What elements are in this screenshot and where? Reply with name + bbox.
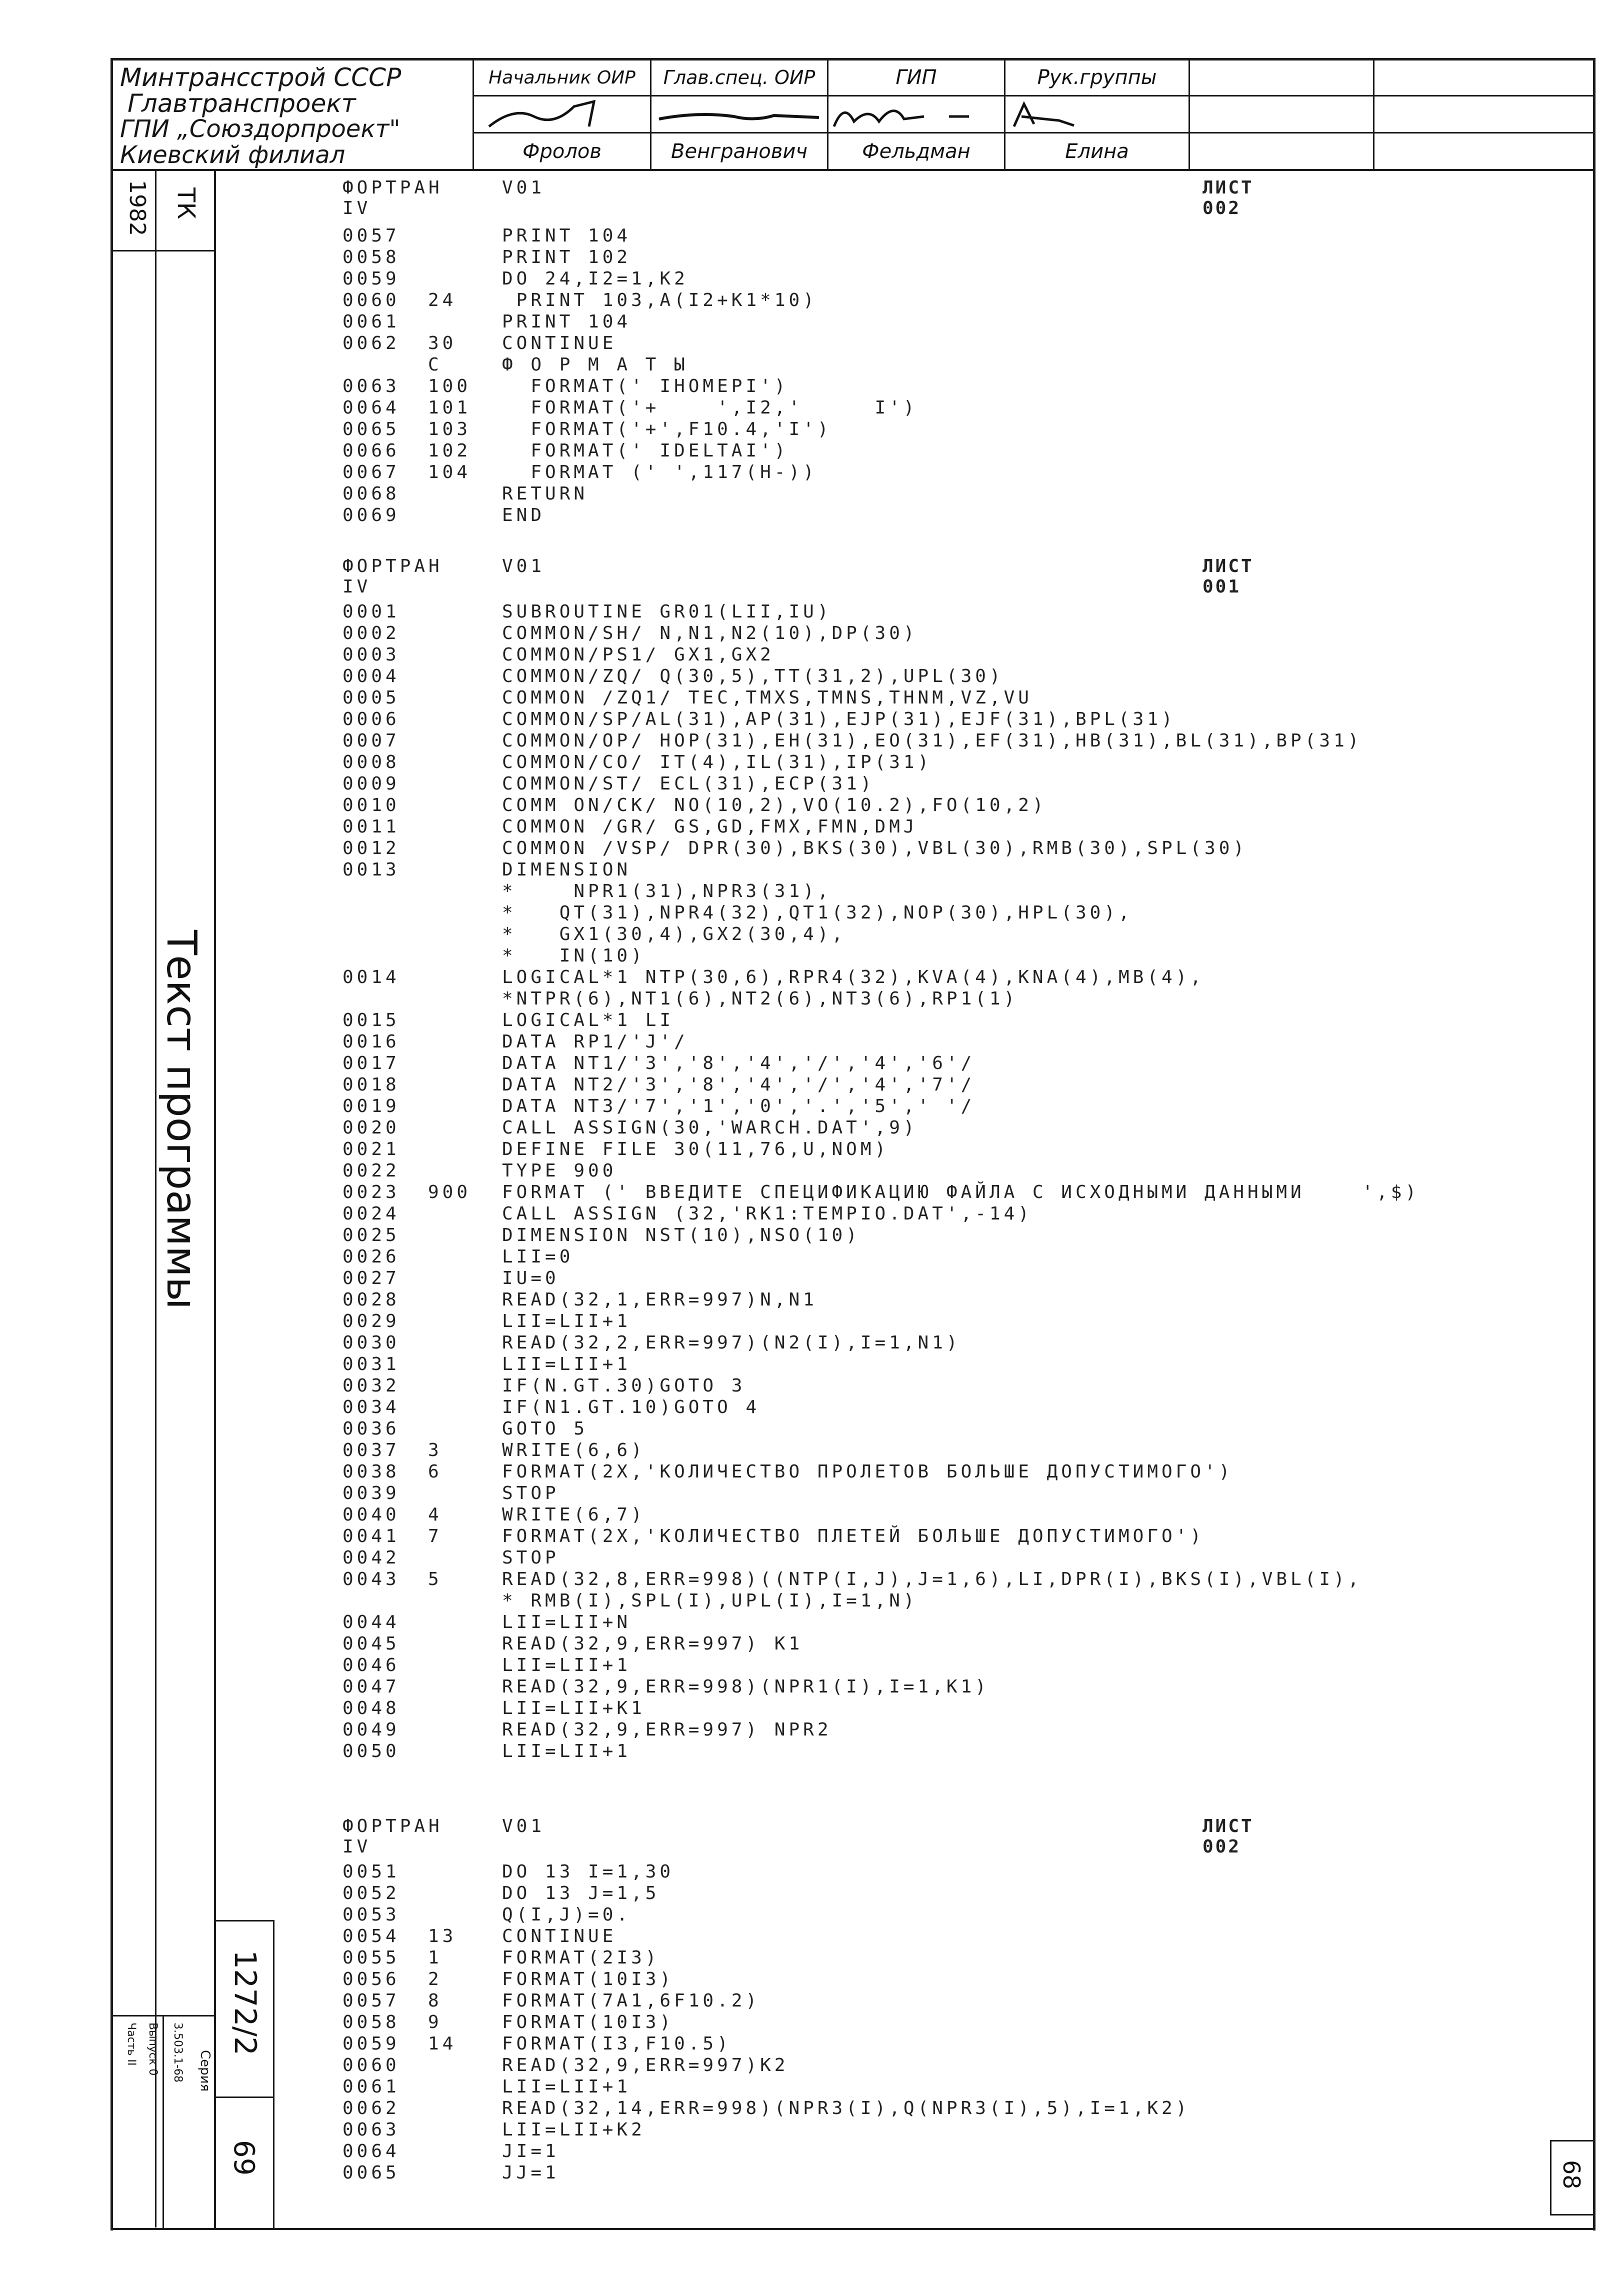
statement-code: LOGICAL*1 NTP(30,6),RPR4(32),KVA(4),KNA(4),MB(4),: [502, 967, 1205, 988]
statement-code: *NTPR(6),NT1(6),NT2(6),NT3(6),RP1(1): [502, 988, 1018, 1009]
statement-code: END: [502, 505, 546, 526]
statement-code: COMMON /ZQ1/ TEC,TMXS,TMNS,THNM,VZ,VU: [502, 688, 1032, 708]
listing-language: ФОРТРАН IV: [342, 1816, 443, 1857]
statement-code: FORMAT (' ',117(H-)): [502, 462, 818, 482]
statement-label: 8: [428, 1990, 442, 2011]
statement-label: 30: [428, 333, 457, 354]
line-number: 0063: [342, 376, 400, 396]
name-cell: Фельдман: [862, 140, 970, 163]
line-number: 0058: [342, 247, 400, 268]
statement-code: IF(N.GT.30)GOTO 3: [502, 1376, 746, 1396]
line-number: 0011: [342, 816, 400, 837]
line-number: 0057: [342, 1990, 400, 2011]
frame-bottom: [110, 2228, 1596, 2230]
statement-label: 102: [428, 440, 472, 461]
signature-4: [1014, 104, 1074, 126]
line-number: 0016: [342, 1032, 400, 1052]
statement-code: * NPR1(31),NPR3(31),: [502, 881, 832, 902]
signature-2: [659, 114, 819, 119]
line-number: 0061: [342, 312, 400, 332]
statement-code: * RMB(I),SPL(I),UPL(I),I=1,N): [502, 1590, 918, 1611]
line-number: 0056: [342, 1969, 400, 1990]
statement-code: DATA NT1/'3','8','4','/','4','6'/: [502, 1053, 976, 1074]
line-number: 0066: [342, 440, 400, 461]
line-number: 0047: [342, 1676, 400, 1697]
org-line: Киевский филиал: [120, 141, 346, 169]
line-number: 0001: [342, 602, 400, 622]
listing-language: ФОРТРАН IV: [342, 556, 443, 597]
statement-code: IF(N1.GT.10)GOTO 4: [502, 1397, 760, 1418]
statement-code: FORMAT(7A1,6F10.2): [502, 1990, 760, 2011]
line-number: 0013: [342, 860, 400, 880]
line-number: 0014: [342, 967, 400, 988]
role-cell: ГИП: [896, 66, 937, 89]
line-number: 0059: [342, 2034, 400, 2054]
statement-code: * IN(10): [502, 946, 646, 966]
statement-code: READ(32,14,ERR=998)(NPR3(I),Q(NPR3(I),5),I=1,K2): [502, 2098, 1190, 2118]
statement-code: STOP: [502, 1483, 560, 1504]
line-number: 0058: [342, 2012, 400, 2032]
line-number: 0049: [342, 1720, 400, 1740]
statement-label: 1: [428, 1948, 442, 1968]
statement-code: CALL ASSIGN(30,'WARCH.DAT',9): [502, 1118, 918, 1138]
statement-code: WRITE(6,7): [502, 1504, 646, 1525]
line-number: 0040: [342, 1504, 400, 1525]
line-number: 0009: [342, 774, 400, 794]
statement-code: READ(32,9,ERR=998)(NPR1(I),I=1,K1): [502, 1676, 990, 1697]
docnum-box-top: [214, 1920, 274, 1922]
line-number: 0038: [342, 1462, 400, 1482]
statement-code: WRITE(6,6): [502, 1440, 646, 1460]
line-number: 0042: [342, 1548, 400, 1568]
line-number: 0060: [342, 290, 400, 310]
left-page-number: 69: [228, 2140, 260, 2176]
statement-code: DO 13 I=1,30: [502, 1862, 674, 1882]
code-label: ТК: [172, 188, 200, 220]
statement-code: READ(32,9,ERR=997) K1: [502, 1634, 804, 1654]
frame-right: [1593, 58, 1596, 2230]
role-cell: Начальник ОИР: [488, 67, 636, 88]
statement-code: LII=LII+K1: [502, 1698, 646, 1718]
statement-code: STOP: [502, 1548, 560, 1568]
statement-label: 104: [428, 462, 472, 482]
line-number: 0065: [342, 2162, 400, 2183]
statement-code: SUBROUTINE GR01(LII,IU): [502, 602, 832, 622]
right-page-number: 68: [1558, 2160, 1585, 2190]
statement-code: LII=LII+1: [502, 2076, 632, 2097]
line-number: 0046: [342, 1655, 400, 1676]
line-number: 0004: [342, 666, 400, 686]
statement-label: 5: [428, 1569, 442, 1590]
statement-code: PRINT 102: [502, 247, 632, 268]
line-number: 0050: [342, 1741, 400, 1762]
line-number: 0024: [342, 1204, 400, 1224]
line-number: 0039: [342, 1483, 400, 1504]
statement-code: COMMON /VSP/ DPR(30),BKS(30),VBL(30),RMB(30),SPL(30): [502, 838, 1248, 858]
statement-code: COMMON/ZQ/ Q(30,5),TT(31,2),UPL(30): [502, 666, 1004, 686]
line-number: 0061: [342, 2076, 400, 2097]
statement-code: DATA RP1/'J'/: [502, 1032, 688, 1052]
line-number: 0062: [342, 333, 400, 354]
line-number: 0020: [342, 1118, 400, 1138]
statement-code: FORMAT (' ВВЕДИТЕ СПЕЦИФИКАЦИЮ ФАЙЛА С ИСХОДНЫМИ ДАННЫМИ ',$): [502, 1182, 1420, 1202]
signature-3: [834, 111, 969, 126]
line-number: 0059: [342, 268, 400, 289]
statement-code: CONTINUE: [502, 333, 617, 354]
page-box-bottom: [1550, 2214, 1595, 2216]
org-line: Главтранспроект: [128, 89, 356, 118]
listing-version: V01: [502, 1816, 546, 1836]
statement-code: PRINT 104: [502, 312, 632, 332]
line-number: 0028: [342, 1290, 400, 1310]
line-number: 0069: [342, 505, 400, 526]
statement-label: 100: [428, 376, 472, 396]
line-number: 0068: [342, 484, 400, 504]
line-number: 0055: [342, 1948, 400, 1968]
statement-code: DEFINE FILE 30(11,76,U,NOM): [502, 1139, 890, 1160]
line-number: 0057: [342, 226, 400, 246]
line-number: 0044: [342, 1612, 400, 1632]
statement-label: 6: [428, 1462, 442, 1482]
statement-code: READ(32,9,ERR=997) NPR2: [502, 1720, 832, 1740]
statement-label: 2: [428, 1969, 442, 1990]
statement-code: COMMON/SH/ N,N1,N2(10),DP(30): [502, 623, 918, 644]
line-number: 0063: [342, 2120, 400, 2140]
statement-code: IU=0: [502, 1268, 560, 1288]
page-box-top: [1550, 2140, 1595, 2142]
line-number: 0005: [342, 688, 400, 708]
statement-label: 7: [428, 1526, 442, 1546]
page-box-left: [1550, 2140, 1552, 2215]
sheet-number: ЛИСТ 002: [1202, 1816, 1254, 1857]
statement-code: LII=LII+1: [502, 1354, 632, 1374]
line-number: 0067: [342, 462, 400, 482]
line-number: 0030: [342, 1332, 400, 1353]
statement-code: COMMON /GR/ GS,GD,FMX,FMN,DMJ: [502, 816, 918, 837]
statement-label: 24: [428, 290, 457, 310]
line-number: 0006: [342, 709, 400, 730]
line-number: 0065: [342, 419, 400, 440]
statement-code: READ(32,8,ERR=998)((NTP(I,J),J=1,6),LI,DPR(I),BKS(I),VBL(I),: [502, 1569, 1362, 1590]
stamp-text: Часть II: [125, 2022, 138, 2066]
line-number: 0053: [342, 1904, 400, 1925]
statement-code: FORMAT('+ ',I2,' I'): [502, 398, 918, 418]
line-number: 0048: [342, 1698, 400, 1718]
line-number: 0022: [342, 1160, 400, 1181]
line-number: 0060: [342, 2055, 400, 2076]
statement-label: 13: [428, 1926, 457, 1946]
line-number: 0064: [342, 2141, 400, 2162]
statement-code: READ(32,9,ERR=997)K2: [502, 2055, 789, 2076]
statement-code: LII=LII+1: [502, 1741, 632, 1762]
stamp-text: 3.503.1-68: [172, 2022, 184, 2082]
statement-code: JJ=1: [502, 2162, 560, 2183]
listing-version: V01: [502, 556, 546, 576]
frame-left: [110, 58, 113, 2230]
statement-code: COMMON/CO/ IT(4),IL(31),IP(31): [502, 752, 932, 772]
margin-line: [155, 170, 156, 2228]
statement-code: LII=LII+N: [502, 1612, 632, 1632]
statement-label: 900: [428, 1182, 472, 1202]
statement-code: DIMENSION NST(10),NSO(10): [502, 1225, 860, 1246]
line-number: 0017: [342, 1053, 400, 1074]
statement-code: READ(32,1,ERR=997)N,N1: [502, 1290, 818, 1310]
statement-code: COMMON/PS1/ GX1,GX2: [502, 644, 774, 665]
statement-code: JI=1: [502, 2141, 560, 2162]
statement-label: 3: [428, 1440, 442, 1460]
statement-code: LII=LII+K2: [502, 2120, 646, 2140]
statement-code: DATA NT3/'7','1','0','.','5',' '/: [502, 1096, 976, 1116]
sheet-number: ЛИСТ 002: [1202, 178, 1254, 218]
role-cell: Рук.группы: [1037, 66, 1157, 89]
statement-label: 103: [428, 419, 472, 440]
statement-code: FORMAT(I3,F10.5): [502, 2034, 732, 2054]
line-number: 0025: [342, 1225, 400, 1246]
statement-code: Q(I,J)=0.: [502, 1904, 632, 1925]
statement-code: FORMAT(2X,'КОЛИЧЕСТВО ПЛЕТЕЙ БОЛЬШЕ ДОПУСТИМОГО'): [502, 1526, 1205, 1546]
line-number: 0008: [342, 752, 400, 772]
line-number: 0023: [342, 1182, 400, 1202]
statement-code: * GX1(30,4),GX2(30,4),: [502, 924, 846, 944]
statement-code: FORMAT(2X,'КОЛИЧЕСТВО ПРОЛЕТОВ БОЛЬШЕ ДОПУСТИМОГО'): [502, 1462, 1234, 1482]
statement-code: DO 24,I2=1,K2: [502, 268, 688, 289]
statement-code: PRINT 104: [502, 226, 632, 246]
header-col-line: [1373, 58, 1374, 170]
statement-code: LII=LII+1: [502, 1655, 632, 1676]
statement-label: 4: [428, 1504, 442, 1525]
line-number: 0029: [342, 1311, 400, 1332]
stamp-text: Серия: [198, 2050, 212, 2092]
listing-version: V01: [502, 178, 546, 198]
statement-code: CONTINUE: [502, 1926, 617, 1946]
line-number: 0054: [342, 1926, 400, 1946]
statement-code: FORMAT(10I3): [502, 2012, 674, 2032]
line-number: 0027: [342, 1268, 400, 1288]
statement-label: 14: [428, 2034, 457, 2054]
statement-code: LII=0: [502, 1246, 574, 1267]
statement-code: GOTO 5: [502, 1418, 588, 1439]
statement-label: C: [428, 354, 442, 375]
margin-line: [110, 250, 216, 252]
stamp-text: Выпуск 0: [146, 2022, 159, 2076]
line-number: 0051: [342, 1862, 400, 1882]
line-number: 0026: [342, 1246, 400, 1267]
line-number: 0010: [342, 795, 400, 816]
year-label: 1982: [124, 180, 150, 236]
statement-code: LOGICAL*1 LI: [502, 1010, 674, 1030]
statement-code: FORMAT(' IDELTAI'): [502, 440, 789, 461]
statement-code: LII=LII+1: [502, 1311, 632, 1332]
document-number: 1272/2: [228, 1950, 262, 2056]
statement-code: DO 13 J=1,5: [502, 1883, 660, 1904]
line-number: 0007: [342, 730, 400, 751]
line-number: 0052: [342, 1883, 400, 1904]
line-number: 0021: [342, 1139, 400, 1160]
sheet-number: ЛИСТ 001: [1202, 556, 1254, 597]
statement-code: PRINT 103,A(I2+K1*10): [502, 290, 818, 310]
line-number: 0019: [342, 1096, 400, 1116]
line-number: 0062: [342, 2098, 400, 2118]
line-number: 0045: [342, 1634, 400, 1654]
statement-code: READ(32,2,ERR=997)(N2(I),I=1,N1): [502, 1332, 961, 1353]
org-line: Минтрансстрой СССР: [120, 63, 402, 92]
line-number: 0002: [342, 623, 400, 644]
line-number: 0003: [342, 644, 400, 665]
signature-1: [489, 102, 594, 126]
line-number: 0015: [342, 1010, 400, 1030]
line-number: 0018: [342, 1074, 400, 1095]
line-number: 0034: [342, 1397, 400, 1418]
line-number: 0031: [342, 1354, 400, 1374]
statement-code: * QT(31),NPR4(32),QT1(32),NOP(30),HPL(30),: [502, 902, 1133, 923]
stamp-box-line: [162, 2015, 164, 2230]
statement-code: Ф О Р М А Т Ы: [502, 354, 688, 375]
statement-code: FORMAT(10I3): [502, 1969, 674, 1990]
line-number: 0012: [342, 838, 400, 858]
line-number: 0037: [342, 1440, 400, 1460]
statement-code: TYPE 900: [502, 1160, 617, 1181]
line-number: 0032: [342, 1376, 400, 1396]
statement-code: DIMENSION: [502, 860, 632, 880]
statement-code: RETURN: [502, 484, 588, 504]
line-number: 0043: [342, 1569, 400, 1590]
statement-code: FORMAT('+',F10.4,'I'): [502, 419, 832, 440]
line-number: 0064: [342, 398, 400, 418]
statement-code: FORMAT(' IHOMEPI'): [502, 376, 789, 396]
statement-code: DATA NT2/'3','8','4','/','4','7'/: [502, 1074, 976, 1095]
docnum-box-right: [273, 1920, 274, 2230]
org-line: ГПИ „Союздорпроект": [120, 115, 400, 143]
statement-code: FORMAT(2I3): [502, 1948, 660, 1968]
listing-language: ФОРТРАН IV: [342, 178, 443, 218]
line-number: 0036: [342, 1418, 400, 1439]
statement-label: 9: [428, 2012, 442, 2032]
role-cell: Глав.спец. ОИР: [663, 66, 816, 88]
statement-code: CALL ASSIGN (32,'RK1:TEMPIO.DAT',-14): [502, 1204, 1032, 1224]
docnum-box-mid: [214, 2096, 274, 2098]
statement-code: COMM ON/CK/ NO(10,2),VO(10.2),FO(10,2): [502, 795, 1047, 816]
name-cell: Фролов: [522, 140, 602, 163]
signatures: [474, 96, 1189, 132]
line-number: 0041: [342, 1526, 400, 1546]
statement-label: 101: [428, 398, 472, 418]
section-title: Текст программы: [158, 930, 205, 1310]
name-cell: Венгранович: [671, 140, 808, 163]
statement-code: COMMON/ST/ ECL(31),ECP(31): [502, 774, 875, 794]
name-cell: Елина: [1065, 140, 1129, 163]
statement-code: COMMON/SP/AL(31),AP(31),EJP(31),EJF(31),BPL(31): [502, 709, 1176, 730]
statement-code: COMMON/OP/ HOP(31),EH(31),EO(31),EF(31),HB(31),BL(31),BP(31): [502, 730, 1362, 751]
